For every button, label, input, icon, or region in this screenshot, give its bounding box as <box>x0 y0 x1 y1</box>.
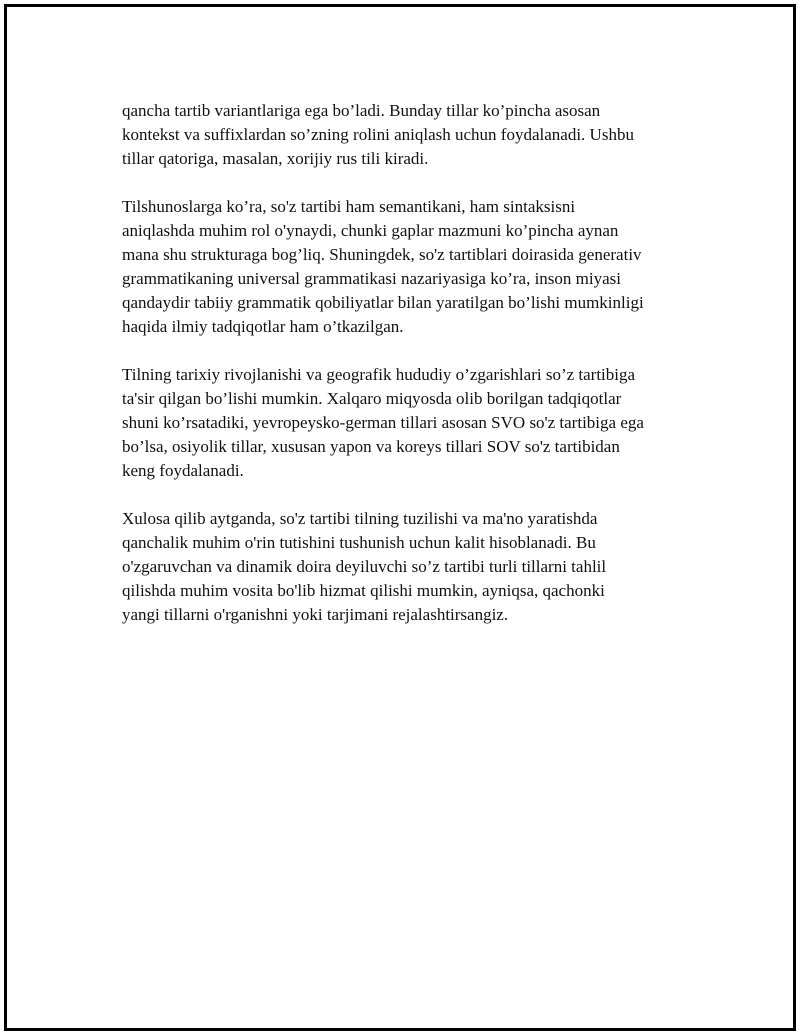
text-line: Tilshunoslarga ko’ra, so'z tartibi ham semantikani, ham sintaksisni <box>122 197 576 216</box>
text-line: keng foydalanadi. <box>122 461 244 480</box>
text-line: shuni ko’rsatadiki, yevropeysko-german tillari asosan SVO so'z tartibiga ega <box>122 413 644 432</box>
paragraph-2 <box>122 195 702 339</box>
document-body <box>122 99 702 651</box>
paragraph-1 <box>122 99 702 171</box>
text-line: ta'sir qilgan bo’lishi mumkin. Xalqaro miqyosda olib borilgan tadqiqotlar <box>122 389 622 408</box>
text-line: qanchalik muhim o'rin tutishini tushunish uchun kalit hisoblanadi. Bu <box>122 533 596 552</box>
text-line: Tilning tarixiy rivojlanishi va geografik hududiy o’zgarishlari so’z tartibiga <box>122 365 636 384</box>
text-line: mana shu strukturaga bog’liq. Shuningdek, so'z tartiblari doirasida generativ <box>122 245 642 264</box>
text-line: tillar qatoriga, masalan, xorijiy rus tili kiradi. <box>122 149 429 168</box>
text-line: qancha tartib variantlariga ega bo’ladi. Bunday tillar ko’pincha asosan <box>122 101 601 120</box>
paragraph-4 <box>122 507 702 627</box>
text-line: yangi tillarni o'rganishni yoki tarjimani rejalashtirsangiz. <box>122 605 509 624</box>
text-line: qilishda muhim vosita bo'lib hizmat qilishi mumkin, ayniqsa, qachonki <box>122 581 605 600</box>
paragraph-3 <box>122 363 702 483</box>
text-line: kontekst va suffixlardan so’zning rolini aniqlash uchun foydalanadi. Ushbu <box>122 125 634 144</box>
page-border <box>4 4 796 1031</box>
text-line: haqida ilmiy tadqiqotlar ham o’tkazilgan. <box>122 317 404 336</box>
text-line: grammatikaning universal grammatikasi nazariyasiga ko’ra, inson miyasi <box>122 269 621 288</box>
text-line: o'zgaruvchan va dinamik doira deyiluvchi so’z tartibi turli tillarni tahlil <box>122 557 607 576</box>
text-line: Xulosa qilib aytganda, so'z tartibi tilning tuzilishi va ma'no yaratishda <box>122 509 598 528</box>
text-line: bo’lsa, osiyolik tillar, xususan yapon va koreys tillari SOV so'z tartibidan <box>122 437 620 456</box>
text-line: aniqlashda muhim rol o'ynaydi, chunki gaplar mazmuni ko’pincha aynan <box>122 221 619 240</box>
text-line: qandaydir tabiiy grammatik qobiliyatlar bilan yaratilgan bo’lishi mumkinligi <box>122 293 644 312</box>
